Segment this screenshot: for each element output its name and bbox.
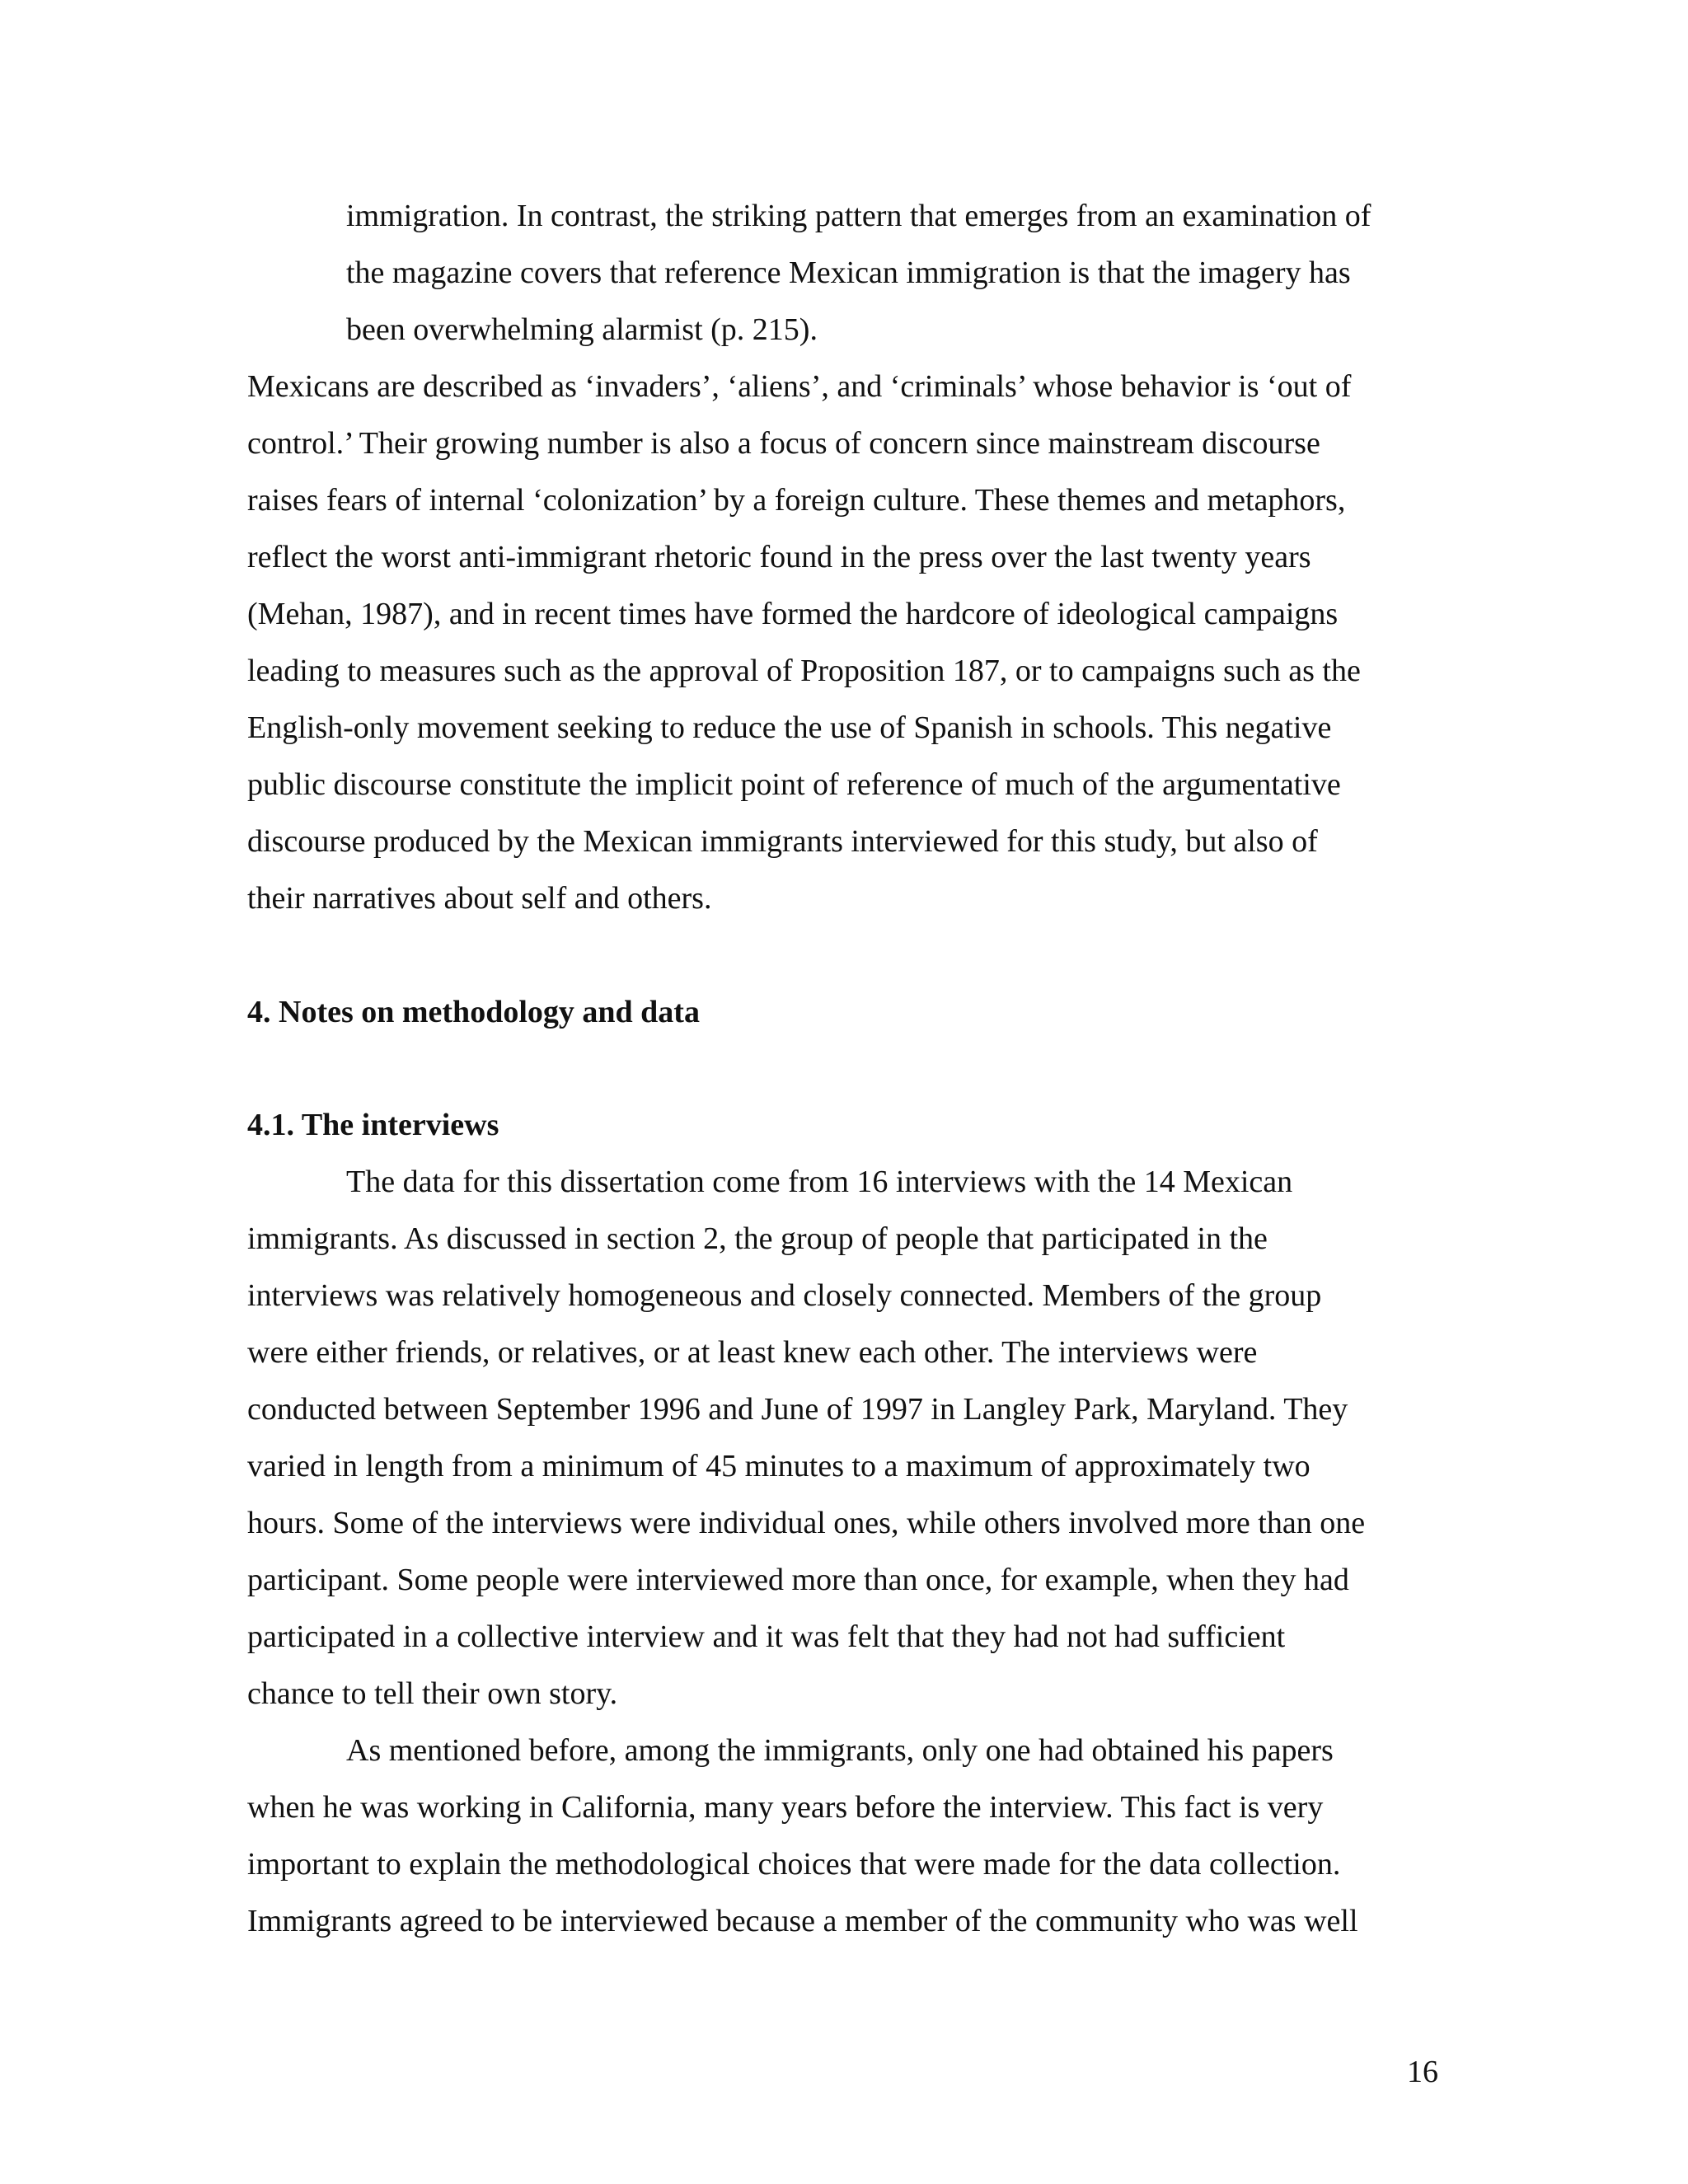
paragraph-line: leading to measures such as the approval of Proposition 187, or to campaigns such as the [247, 654, 1361, 688]
paragraph-line: Immigrants agreed to be interviewed because a member of the community who was well [247, 1904, 1358, 1938]
paragraph-methodology [247, 1722, 1438, 1950]
paragraph-line: varied in length from a minimum of 45 minutes to a maximum of approximately two [247, 1449, 1311, 1483]
subsection-heading: 4.1. The interviews [247, 1108, 499, 1142]
paragraph-interviews [247, 1154, 1438, 1722]
paragraph-line: raises fears of internal ‘colonization’ by a foreign culture. These themes and metaphors, [247, 483, 1346, 518]
paragraph-line: reflect the worst anti-immigrant rhetoric found in the press over the last twenty years [247, 540, 1311, 574]
block-quote-line: the magazine covers that reference Mexican immigration is that the imagery has [346, 255, 1351, 290]
paragraph-line: participant. Some people were interviewed more than once, for example, when they had [247, 1563, 1349, 1597]
paragraph-line: interviews was relatively homogeneous and closely connected. Members of the group [247, 1278, 1322, 1313]
paragraph-line: hours. Some of the interviews were individual ones, while others involved more than one [247, 1506, 1366, 1540]
paragraph-line: when he was working in California, many years before the interview. This fact is very [247, 1790, 1324, 1825]
block-quote-line: immigration. In contrast, the striking pattern that emerges from an examination of [346, 199, 1372, 233]
paragraph-line: conducted between September 1996 and June of 1997 in Langley Park, Maryland. They [247, 1392, 1348, 1427]
paragraph-line: were either friends, or relatives, or at least knew each other. The interviews were [247, 1335, 1258, 1370]
paragraph-line: control.’ Their growing number is also a focus of concern since mainstream discourse [247, 426, 1320, 461]
paragraph-line: chance to tell their own story. [247, 1676, 618, 1711]
block-quote [346, 188, 1438, 359]
paragraph-line: (Mehan, 1987), and in recent times have formed the hardcore of ideological campaigns [247, 597, 1339, 631]
paragraph-line: English-only movement seeking to reduce the use of Spanish in schools. This negative [247, 710, 1332, 745]
paragraph-line: immigrants. As discussed in section 2, the group of people that participated in the [247, 1221, 1268, 1256]
block-quote-line: been overwhelming alarmist (p. 215). [346, 312, 818, 347]
paragraph-line: participated in a collective interview and it was felt that they had not had sufficient [247, 1619, 1286, 1654]
paragraph-line: public discourse constitute the implicit point of reference of much of the argumentative [247, 767, 1341, 802]
paragraph-line: their narratives about self and others. [247, 881, 712, 916]
section-heading: 4. Notes on methodology and data [247, 995, 700, 1029]
page-number: 16 [1407, 2055, 1438, 2089]
paragraph-line: important to explain the methodological choices that were made for the data collection. [247, 1847, 1341, 1882]
paragraph-line: As mentioned before, among the immigrants, only one had obtained his papers [346, 1733, 1334, 1768]
paragraph-line: discourse produced by the Mexican immigrants interviewed for this study, but also of [247, 824, 1318, 859]
paragraph-public-discourse [247, 359, 1438, 927]
paragraph-line: The data for this dissertation come from 16 interviews with the 14 Mexican [346, 1165, 1293, 1199]
paragraph-line: Mexicans are described as ‘invaders’, ‘aliens’, and ‘criminals’ whose behavior is ‘out of [247, 369, 1352, 404]
